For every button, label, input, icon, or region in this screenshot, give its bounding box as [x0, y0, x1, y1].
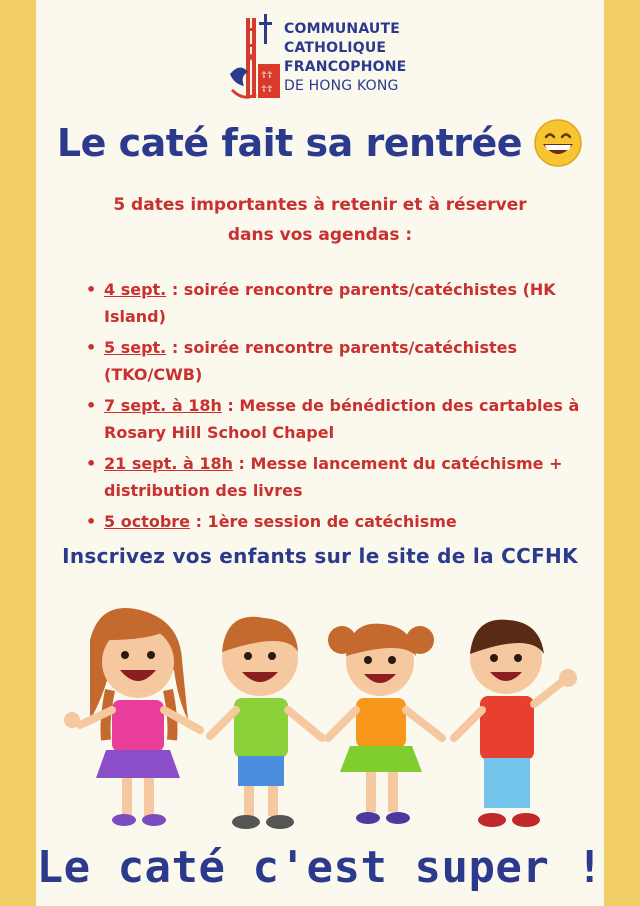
subtitle-line-2: dans vos agendas : [227, 225, 413, 245]
footer-slogan: Le caté c'est super ! [36, 842, 604, 893]
logo-line-2: CATHOLIQUE [284, 40, 387, 56]
date-description: : Messe de bénédiction des cartables à Rosary Hill School Chapel [104, 396, 580, 442]
date-label: 5 octobre [104, 512, 191, 531]
date-label: 7 sept. à 18h [104, 396, 222, 415]
boy-green-figure [210, 617, 322, 829]
logo-line-1: COMMUNAUTE [284, 21, 401, 37]
boy-red-figure [454, 620, 577, 827]
ccfhk-logo [226, 14, 426, 102]
date-label: 4 sept. [104, 280, 167, 299]
registration-call-to-action: Inscrivez vos enfants sur le site de la CCFHK [62, 544, 578, 568]
svg-text:☦☦: ☦☦ [261, 71, 273, 81]
date-label: 5 sept. [104, 338, 167, 357]
grinning-face-icon [533, 118, 583, 168]
logo-line-3: FRANCOPHONE [284, 59, 407, 75]
girl-pink-figure [64, 608, 200, 826]
svg-text:☦☦: ☦☦ [261, 85, 273, 95]
girl-orange-figure [328, 624, 442, 824]
date-description: : soirée rencontre parents/catéchistes (HK Island) [104, 280, 556, 326]
list-item [86, 276, 606, 330]
list-item [86, 450, 606, 504]
list-item [86, 334, 606, 388]
page-title: Le caté fait sa rentrée [56, 121, 523, 165]
list-item [86, 392, 606, 446]
children-illustration [50, 600, 600, 850]
list-item [86, 508, 606, 535]
dates-list [86, 276, 606, 539]
date-label: 21 sept. à 18h [104, 454, 233, 473]
logo-line-4: DE HONG KONG [284, 78, 399, 94]
date-description: : soirée rencontre parents/catéchistes (TKO/CWB) [104, 338, 518, 384]
subtitle-line-1: 5 dates importantes à retenir et à réserver [113, 195, 527, 215]
logo-text [284, 20, 406, 96]
date-description: : 1ère session de catéchisme [190, 512, 457, 531]
subtitle [0, 190, 640, 250]
headline [0, 118, 640, 168]
church-tower-logo-icon [226, 14, 282, 100]
date-description: : Messe lancement du catéchisme + distribution des livres [104, 454, 563, 500]
